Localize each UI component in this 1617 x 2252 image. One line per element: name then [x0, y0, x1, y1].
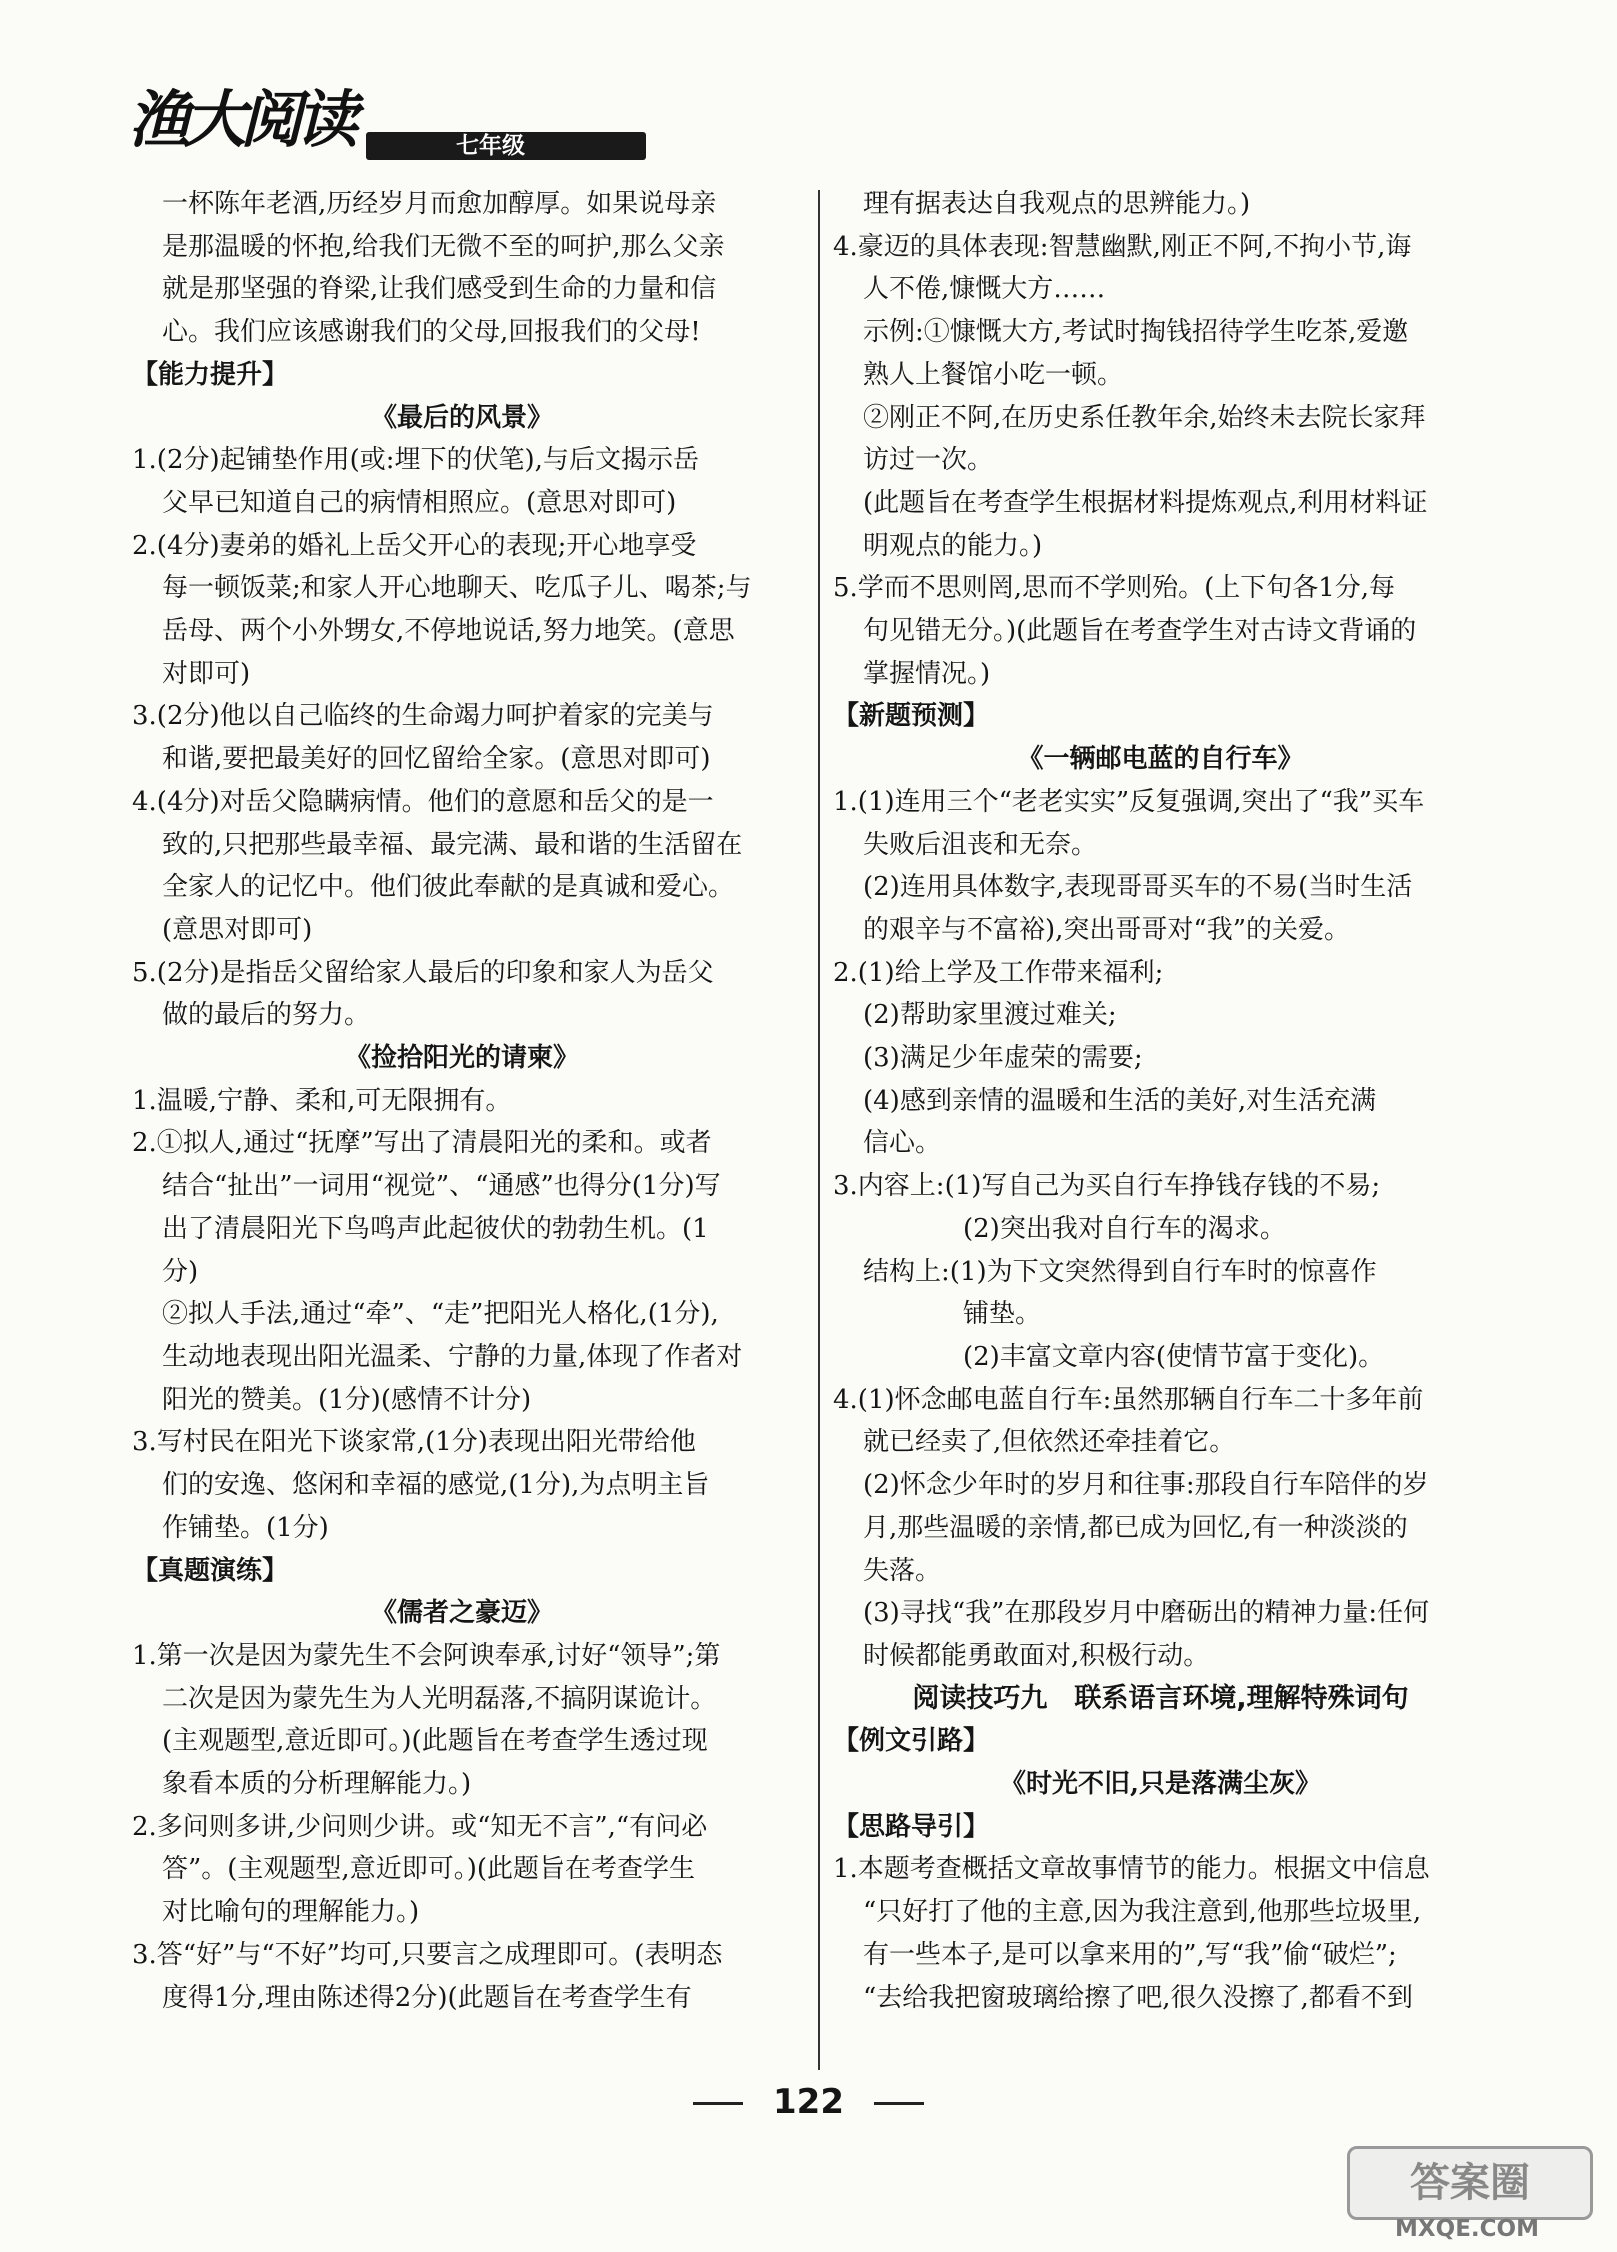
answer-line: 2.(1)给上学及工作带来福利; — [833, 957, 1164, 988]
answer-line-indented: (主观题型,意近即可。)(此题旨在考查学生透过现 — [162, 1726, 708, 1757]
answer-line: 4.豪迈的具体表现:智慧幽默,刚正不阿,不拘小节,诲 — [833, 231, 1412, 262]
right-column — [833, 183, 1488, 2019]
answer-line-indented: (4)感到亲情的温暖和生活的美好,对生活充满 — [863, 1085, 1377, 1116]
answer-line: 1.(2分)起铺垫作用(或:埋下的伏笔),与后文揭示岳 — [132, 445, 699, 476]
answer-line-indented: 分) — [162, 1256, 199, 1287]
answer-line-indented: 句见错无分。)(此题旨在考查学生对古诗文背诵的 — [863, 616, 1417, 647]
answer-line: 2.(4分)妻弟的婚礼上岳父开心的表现;开心地享受 — [132, 530, 697, 561]
answer-line-indented: 每一顿饭菜;和家人开心地聊天、吃瓜子儿、喝茶;与 — [162, 573, 752, 604]
answer-line-indented: 时候都能勇敢面对,积极行动。 — [863, 1640, 1210, 1671]
answer-line-indented: (2)突出我对自行车的渴求。 — [963, 1213, 1286, 1244]
answer-line-indented: 度得1分,理由陈述得2分)(此题旨在考查学生有 — [162, 1982, 692, 2013]
watermark — [1347, 2146, 1587, 2246]
answer-line-indented: 父早已知道自己的病情相照应。(意思对即可) — [162, 487, 677, 518]
page-number-dash-left — [693, 2102, 743, 2105]
article-title: 《一辆邮电蓝的自行车》 — [1017, 744, 1304, 775]
answer-line-indented: 人不倦,慷慨大方…… — [863, 274, 1106, 305]
answer-line-indented: (意思对即可) — [162, 914, 313, 945]
answer-line-indented: 明观点的能力。) — [863, 530, 1043, 561]
answer-line-indented: 岳母、两个小外甥女,不停地说话,努力地笑。(意思 — [162, 616, 735, 647]
book-header — [128, 80, 528, 160]
chapter-heading: 阅读技巧九 联系语言环境,理解特殊词句 — [912, 1682, 1409, 1714]
answer-line-indented: 全家人的记忆中。他们彼此奉献的是真诚和爱心。 — [162, 872, 735, 903]
answer-line-indented: 致的,只把那些最幸福、最完满、最和谐的生活留在 — [162, 829, 743, 860]
series-logo: 渔大阅读 — [128, 83, 353, 156]
answer-line: 3.写村民在阳光下谈家常,(1分)表现出阳光带给他 — [132, 1427, 696, 1458]
answer-line-indented: 失败后沮丧和无奈。 — [863, 829, 1098, 860]
answer-line-indented: 结合“扯出”一词用“视觉”、“通感”也得分(1分)写 — [162, 1171, 721, 1202]
page-number-dash-right — [874, 2102, 924, 2105]
answer-line-indented: 就是那坚强的脊梁,让我们感受到生命的力量和信 — [162, 274, 717, 305]
answer-line-indented: 信心。 — [863, 1128, 942, 1159]
answer-line-indented: 失落。 — [863, 1555, 942, 1586]
answer-line: 1.(1)连用三个“老老实实”反复强调,突出了“我”买车 — [833, 786, 1425, 817]
answer-line-indented: 熟人上餐馆小吃一顿。 — [863, 359, 1124, 390]
section-heading: 【例文引路】 — [833, 1726, 990, 1757]
answer-line: 4.(1)怀念邮电蓝自行车:虽然那辆自行车二十多年前 — [833, 1384, 1424, 1415]
answer-line-indented: 铺垫。 — [963, 1299, 1042, 1330]
column-divider — [818, 190, 820, 2070]
article-title: 《时光不旧,只是落满尘灰》 — [999, 1769, 1322, 1800]
answer-line-indented: 有一些本子,是可以拿来用的”,写“我”偷“破烂”; — [863, 1939, 1397, 1970]
answer-line-indented: ②刚正不阿,在历史系任教年余,始终未去院长家拜 — [863, 402, 1426, 433]
article-title: 《最后的风景》 — [370, 402, 553, 433]
answer-line: 2.多问则多讲,少问则少讲。或“知无不言”,“有问必 — [132, 1811, 708, 1842]
left-column — [132, 183, 792, 2019]
answer-line-indented: (2)帮助家里渡过难关; — [863, 1000, 1117, 1031]
answer-line-indented: 和谐,要把最美好的回忆留给全家。(意思对即可) — [162, 744, 711, 775]
answer-line: 3.(2分)他以自己临终的生命竭力呵护着家的完美与 — [132, 701, 714, 732]
answer-line-indented: 理有据表达自我观点的思辨能力。) — [863, 189, 1251, 219]
answer-line-indented: 示例:①慷慨大方,考试时掏钱招待学生吃茶,爱邀 — [863, 317, 1409, 348]
answer-line: 2.①拟人,通过“抚摩”写出了清晨阳光的柔和。或者 — [132, 1128, 712, 1159]
answer-line: 1.第一次是因为蒙先生不会阿谀奉承,讨好“领导”;第 — [132, 1640, 721, 1671]
answer-line-indented: (2)连用具体数字,表现哥哥买车的不易(当时生活 — [863, 872, 1413, 903]
answer-line-indented: 对即可) — [162, 658, 251, 689]
answer-line-indented: 是那温暖的怀抱,给我们无微不至的呵护,那么父亲 — [162, 231, 725, 262]
answer-line-indented: 就已经卖了,但依然还牵挂着它。 — [863, 1427, 1236, 1458]
answer-line-indented: 的艰辛与不富裕),突出哥哥对“我”的关爱。 — [863, 914, 1350, 945]
section-heading: 【真题演练】 — [132, 1555, 289, 1586]
answer-line-indented: (3)满足少年虚荣的需要; — [863, 1043, 1143, 1074]
section-heading: 【新题预测】 — [833, 701, 990, 732]
answer-line-indented: (此题旨在考查学生根据材料提炼观点,利用材料证 — [863, 487, 1428, 518]
page-number-value: 122 — [773, 2082, 844, 2122]
article-title: 《捡拾阳光的请柬》 — [344, 1043, 579, 1074]
section-heading: 【能力提升】 — [132, 359, 289, 390]
article-title: 《儒者之豪迈》 — [370, 1598, 553, 1629]
answer-line-indented: (2)丰富文章内容(使情节富于变化)。 — [963, 1341, 1385, 1372]
answer-line-indented: 对比喻句的理解能力。) — [162, 1897, 420, 1928]
answer-line-indented: (2)怀念少年时的岁月和往事:那段自行车陪伴的岁 — [863, 1470, 1429, 1501]
answer-line-indented: ②拟人手法,通过“牵”、“走”把阳光人格化,(1分), — [162, 1299, 719, 1330]
answer-line-indented: 心。我们应该感谢我们的父母,回报我们的父母! — [162, 317, 701, 348]
answer-line-indented: 掌握情况。) — [863, 658, 991, 689]
answer-line-indented: 结构上:(1)为下文突然得到自行车时的惊喜作 — [863, 1256, 1377, 1287]
answer-line-indented: 们的安逸、悠闲和幸福的感觉,(1分),为点明主旨 — [162, 1470, 710, 1501]
answer-line-indented: 做的最后的努力。 — [162, 1000, 371, 1031]
answer-line: 1.本题考查概括文章故事情节的能力。根据文中信息 — [833, 1854, 1430, 1885]
grade-badge — [366, 132, 646, 160]
answer-line: 3.答“好”与“不好”均可,只要言之成理即可。(表明态 — [132, 1939, 723, 1970]
watermark-logo: 答案圈 — [1347, 2146, 1593, 2220]
grade-label: 七年级 — [456, 133, 525, 159]
answer-line: 5.(2分)是指岳父留给家人最后的印象和家人为岳父 — [132, 957, 714, 988]
answer-line-indented: 一杯陈年老酒,历经岁月而愈加醇厚。如果说母亲 — [162, 189, 717, 219]
answer-line-indented: 答”。(主观题型,意近即可。)(此题旨在考查学生 — [162, 1854, 695, 1885]
watermark-url: MXQE.COM — [1395, 2216, 1539, 2242]
answer-line-indented: “去给我把窗玻璃给擦了吧,很久没擦了,都看不到 — [863, 1982, 1413, 2013]
answer-line-indented: 阳光的赞美。(1分)(感情不计分) — [162, 1384, 532, 1415]
answer-line: 3.内容上:(1)写自己为买自行车挣钱存钱的不易; — [833, 1171, 1381, 1202]
answer-line: 4.(4分)对岳父隐瞒病情。他们的意愿和岳父的是一 — [132, 786, 714, 817]
answer-line-indented: 二次是因为蒙先生为人光明磊落,不搞阴谋诡计。 — [162, 1683, 717, 1714]
answer-line-indented: 象看本质的分析理解能力。) — [162, 1769, 472, 1800]
answer-line-indented: 出了清晨阳光下鸟鸣声此起彼伏的勃勃生机。(1 — [162, 1213, 709, 1244]
answer-line: 5.学而不思则罔,思而不学则殆。(上下句各1分,每 — [833, 573, 1396, 604]
answer-line-indented: 月,那些温暖的亲情,都已成为回忆,有一种淡淡的 — [863, 1512, 1408, 1543]
answer-line-indented: “只好打了他的主意,因为我注意到,他那些垃圾里, — [863, 1897, 1422, 1928]
page-number — [0, 2082, 1617, 2122]
answer-line-indented: 访过一次。 — [863, 445, 994, 476]
answer-line-indented: 作铺垫。(1分) — [162, 1512, 329, 1543]
answer-line-indented: 生动地表现出阳光温柔、宁静的力量,体现了作者对 — [162, 1341, 743, 1372]
answer-line: 1.温暖,宁静、柔和,可无限拥有。 — [132, 1085, 512, 1116]
answer-line-indented: (3)寻找“我”在那段岁月中磨砺出的精神力量:任何 — [863, 1598, 1430, 1629]
section-heading: 【思路导引】 — [833, 1811, 990, 1842]
